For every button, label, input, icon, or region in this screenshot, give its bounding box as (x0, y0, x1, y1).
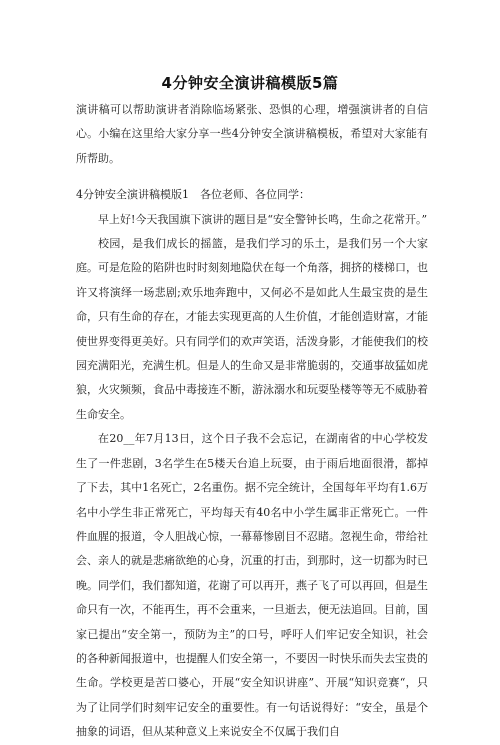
document-body (76, 98, 428, 745)
body-paragraph: 在20__年7月13日，这个日子我不会忘记，在湖南省的中心学校发生了一件悲剧，3名学生在5楼天台追上玩耍，由于雨后地面很滑，都掉了下去，其中1名死亡，2名重伤。据不完全统计，全国每年平均有1.6万名中小学生非正常死亡，平均每天有40名中小学生属非正常死亡。一件件血腥的报道，令人胆战心惊，一幕幕惨剧目不忍睹。忽视生命，带给社会、亲人的就是悲痛欲绝的心身，沉重的打击，到那时，这一切都为时已晚。同学们，我们都知道，花谢了可以再开，燕子飞了可以再回，但是生命只有一次，不能再生，再不会重来，一旦逝去，便无法追回。目前，国家已提出“安全第一，预防为主”的口号，呼吁人们牢记安全知识，社会的各种新闻报道中，也提醒人们安全第一，不要因一时快乐而失去宝贵的生命。学校更是苦口婆心，开展“安全知识讲座”、开展“知识竞赛“，只为了让同学们时刻牢记安全的重要性。有一句话说得好：“安全，虽是个抽象的词语，但从某种意义上来说安全不仅属于我们自 (76, 432, 428, 739)
intro-paragraph: 演讲稿可以帮助演讲者消除临场紧张、恐惧的心理，增强演讲者的自信心。小编在这里给大家分享一些4分钟安全演讲稿模板，希望对大家能有所帮助。 (76, 103, 428, 165)
body-paragraph: 校园，是我们成长的摇篮，是我们学习的乐土，是我们另一个大家庭。可是危险的陷阱也时时刻刻地隐伏在每一个角落，拥挤的楼梯口，也许又将演绎一场悲剧;欢乐地奔跑中，又何必不是如此人生最宝贵的是生命，只有生命的存在，才能去实现更高的人生价值，才能创造财富，才能使世界变得更美好。只有同学们的欢声笑语，活泼身影，才能使我们的校园充满阳光，充满生机。但是人的生命又是非常脆弱的，交通事故猛如虎狼，火灾频频，食品中毒接连不断，游泳溺水和玩耍坠楼等等无不威胁着生命安全。 (76, 237, 428, 421)
document-title: 4分钟安全演讲稿模版5篇 (161, 74, 339, 92)
section-heading: 4分钟安全演讲稿模版1 各位老师、各位同学： (76, 188, 310, 202)
body-paragraph: 早上好!今天我国旗下演讲的题目是“安全警钟长鸣，生命之花常开。” (98, 212, 428, 226)
